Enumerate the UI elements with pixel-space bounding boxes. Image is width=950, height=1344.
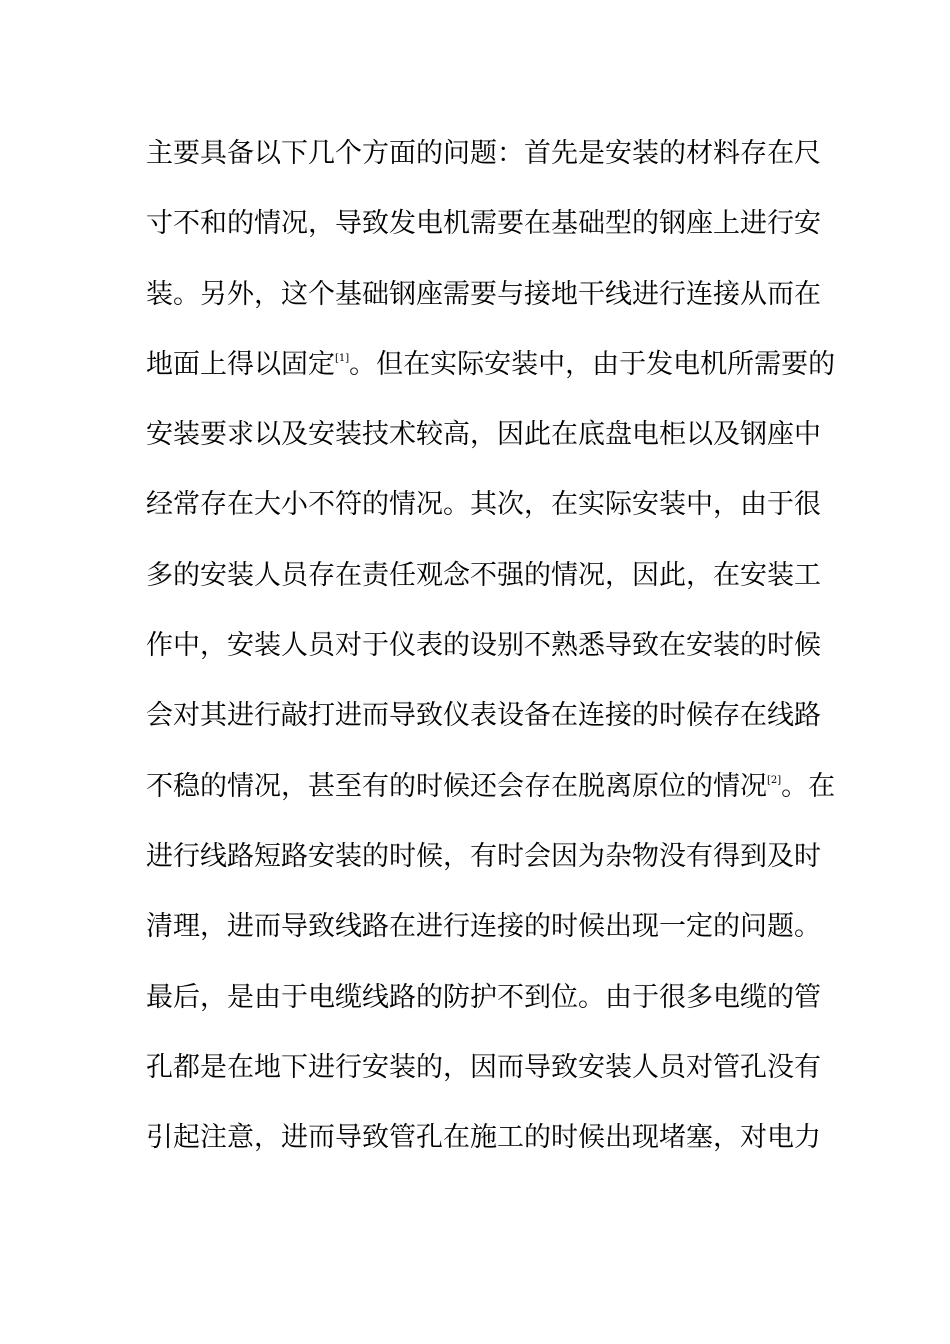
body-paragraph — [146, 125, 836, 1179]
text-line: 寸不和的情况，导致发电机需要在基础型的钢座上进行安 — [146, 208, 821, 240]
citation-reference: [1] — [335, 352, 350, 364]
line-segment: 地面上得以固定 — [146, 348, 335, 380]
citation-reference: [2] — [767, 774, 782, 786]
text-line — [146, 336, 836, 406]
line-segment: 。但在实际安装中，由于发电机所需要的 — [349, 348, 836, 380]
text-line: 进行线路短路安装的时候，有时会因为杂物没有得到及时 — [146, 840, 821, 872]
text-line: 经常存在大小不符的情况。其次，在实际安装中，由于很 — [146, 489, 821, 521]
text-line: 清理，进而导致线路在进行连接的时候出现一定的问题。 — [146, 911, 821, 943]
text-line: 最后，是由于电缆线路的防护不到位。由于很多电缆的管 — [146, 981, 821, 1013]
text-line: 会对其进行敲打进而导致仪表设备在连接的时候存在线路 — [146, 700, 821, 732]
text-line: 引起注意，进而导致管孔在施工的时候出现堵塞，对电力 — [146, 1122, 821, 1154]
text-line — [146, 758, 836, 828]
text-line: 多的安装人员存在责任观念不强的情况，因此，在安装工 — [146, 559, 821, 591]
text-line: 孔都是在地下进行安装的，因而导致安装人员对管孔没有 — [146, 1051, 821, 1083]
line-segment: 不稳的情况，甚至有的时候还会存在脱离原位的情况 — [146, 770, 767, 802]
text-line: 主要具备以下几个方面的问题：首先是安装的材料存在尺 — [146, 138, 821, 169]
text-line: 安装要求以及安装技术较高，因此在底盘电柜以及钢座中 — [146, 419, 821, 451]
line-segment: 。在 — [781, 770, 836, 802]
text-line: 装。另外，这个基础钢座需要与接地干线进行连接从而在 — [146, 278, 821, 310]
text-line: 作中，安装人员对于仪表的设别不熟悉导致在安装的时候 — [146, 630, 821, 662]
